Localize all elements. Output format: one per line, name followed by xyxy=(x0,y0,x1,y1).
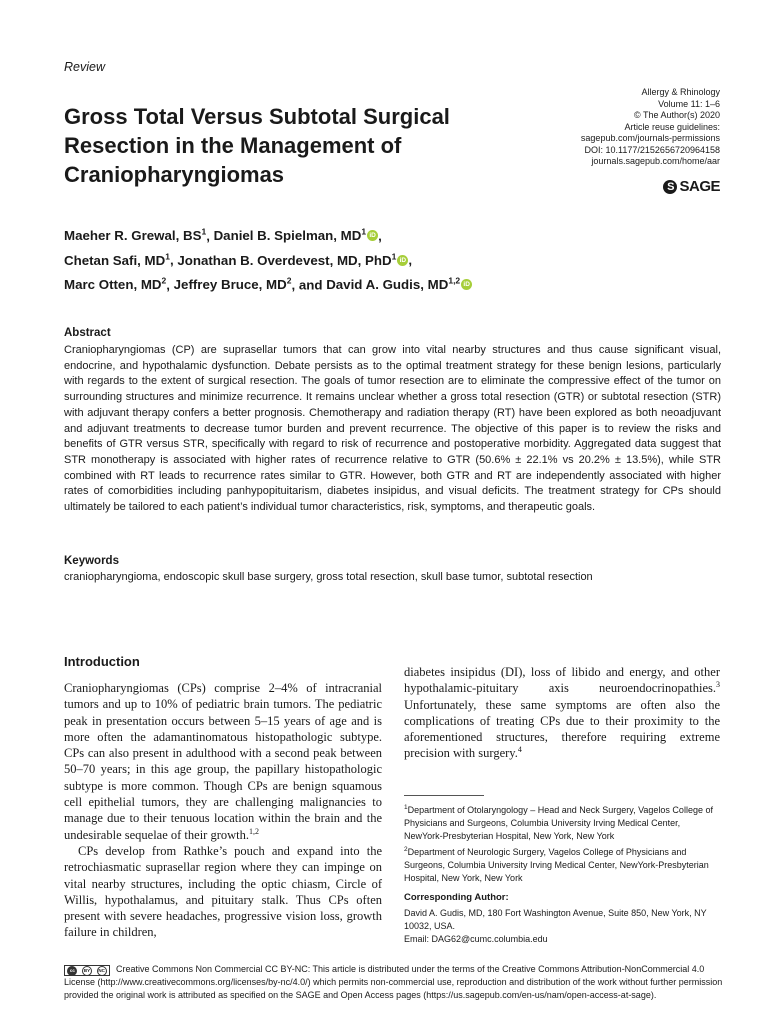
body-paragraph: Craniopharyngiomas (CPs) comprise 2–4% of intracranial tumors and up to 10% of pediatric brain tumors. The pediatric peak in presentation occurs between 5–15 years of age and is more often the adamantinomatous histopathologic subtype. CPs can also present in adulthood with a second peak between 50–70 years; in this age group, the papillary histopathologic subtype is more common. Though CPs are benign squamous cell epithelial tumors, they are challenging malignancies to manage due to their tenuous location within the brain and the undesirable sequelae of their growth.$^{1,2}$ xyxy=(64,681,382,842)
orcid-icon[interactable]: iD xyxy=(367,230,378,241)
publisher-logo-text: SAGE xyxy=(679,178,720,195)
doi[interactable]: DOI: 10.1177/2152656720964158 xyxy=(584,144,720,155)
affiliation: $^1$Department of Otolaryngology – Head and Neck Surgery, Vagelos College of Physicians and Surgeons, Columbia University Irving Medical Center, NewYork-Presbyterian Hospital, New York, New York xyxy=(404,804,713,842)
author: Maeher R. Grewal, $BS^1$ xyxy=(64,227,207,244)
reuse-label: Article reuse guidelines: xyxy=(624,121,720,132)
keywords-text: craniopharyngioma, endoscopic skull base surgery, gross total resection, skull base tumor, subtotal resection xyxy=(64,571,593,583)
corresponding-address: David A. Gudis, MD, 180 Fort Washington Avenue, Suite 850, New York, NY 10032, USA. xyxy=(404,908,707,931)
cc-icon: cc xyxy=(67,966,77,976)
footnote-divider xyxy=(404,795,484,796)
journal-volume: Volume 11: 1–6 xyxy=(658,98,720,109)
author: Marc Otten, $MD^2$ xyxy=(64,275,167,293)
abstract-heading: Abstract xyxy=(64,327,111,339)
body-column-left xyxy=(64,680,382,941)
corresponding-email[interactable]: Email: DAG62@cumc.columbia.edu xyxy=(404,934,548,944)
affiliation: $^2$Department of Neurologic Surgery, Vagelos College of Physicians and Surgeons, Columbia University Irving Medical Center, NewYork-Presbyterian Hospital, New York, New York xyxy=(404,846,709,884)
by-icon: BY xyxy=(82,966,92,976)
journal-homepage[interactable]: journals.sagepub.com/home/aar xyxy=(591,156,720,166)
publisher-logo xyxy=(663,178,720,195)
journal-copyright: © The Author(s) 2020 xyxy=(633,110,720,120)
abstract-text: Craniopharyngiomas (CP) are suprasellar tumors that can grow into vital nearby structures and thus cause significant visual, endocrine, and hypothalamic dysfunction. Debate persists as to the optimal treatment strategy for these benign lesions, particularly with regards to the extent of surgical resection. The goals of tumor resection are to eliminate the compressive effect of the tumor on surrounding structures and minimize recurrence. It remains unclear whether a gross total resection (GTR) or subtotal resection (STR) with adjuvant therapy confers a better prognosis. Chemotherapy and radiation therapy (RT) have been explored as both neoadjuvant and adjuvant treatments to decrease tumor burden and prevent recurrence. The objective of this paper is to review the risks and benefits of GTR versus STR, specifically with regard to risk of recurrence and postoperative morbidity. Aggregated data suggest that STR monotherapy is associated with higher rates of recurrence relative to GTR (50.6% ± 22.1% vs 20.2% ± 13.5%), while STR combined with RT leads to recurrence rates similar to GTR. However, both GTR and RT are independently associated with higher rates of comorbidities including panhypopituitarism, diabetes insipidus, and visual deficits. The treatment strategy for CPs should ultimately be tailored to each patient’s individual tumor characteristics, risk, symptoms, and therapeutic goals. xyxy=(64,344,721,514)
journal-name: Allergy & Rhinology xyxy=(641,87,720,97)
introduction-heading: Introduction xyxy=(64,654,140,669)
license-text: Creative Commons Non Commercial CC BY-NC: This article is distributed under the terms of the Creative Commons Attribution-NonCommercial 4.0 License (http://www.creativecommons.org/licenses/by-nc/4.0/) which permits non-commercial use, reproduction and distribution of the work without further permission provided the original work is attributed as specified on the SAGE and Open Access pages (https://us.sagepub.com/en-us/nam/open-access-at-sage). xyxy=(64,964,723,1001)
orcid-icon[interactable]: iD xyxy=(461,279,472,290)
corresponding-author-heading: Corresponding Author: xyxy=(404,892,509,903)
journal-info xyxy=(480,87,720,168)
body-paragraph: CPs develop from Rathke’s pouch and expand into the retrochiasmatic suprasellar region where they can impinge on vital nearby structures, including the optic chiasm, Circle of Willis, hypothalamus, and pituitary stalk. Thus CPs often present with severe headaches, progressive vision loss, growth failure in children, xyxy=(64,843,382,940)
corresponding-author xyxy=(404,907,724,946)
article-title: Gross Total Versus Subtotal Surgical Resection in the Management of Craniopharyngiomas xyxy=(64,104,450,187)
section-label: Review xyxy=(64,60,105,74)
nc-icon: NC xyxy=(97,966,107,976)
author: Jeffrey Bruce, $MD^2$ xyxy=(173,275,292,293)
affiliations xyxy=(404,801,720,886)
citation-ref[interactable]: 1,2 xyxy=(249,826,260,836)
reuse-link[interactable]: sagepub.com/journals-permissions xyxy=(580,133,720,143)
orcid-icon[interactable]: iD xyxy=(397,255,408,266)
citation-ref[interactable]: 3 xyxy=(716,680,720,690)
author: Daniel B. Spielman, $MD^1$ iD xyxy=(214,228,379,243)
sage-s-icon: S xyxy=(663,180,677,194)
citation-ref[interactable]: 4 xyxy=(517,745,522,755)
author-list: Maeher R. Grewal, $BS^1$, Daniel B. Spielman, $MD^1$ iD , Chetan Safi, $MD^1$, Jonathan B. Overdevest, MD, PhD$^1$ iD , Marc Otten, $MD^2$, Jeffrey Bruce, $MD^2$, and David A. Gudis, MD$^{1,2}$ iD xyxy=(64,222,624,295)
author: Jonathan B. Overdevest, MD, PhD$^1$ iD xyxy=(177,253,408,268)
body-paragraph: diabetes insipidus (DI), loss of libido and energy, and other hypothalamic-pituitary axis neuroendocrinopathies.$^3$ Unfortunately, these same symptoms are often also the complications of treating CPs due to their proximity to the aforementioned structures, therefore requiring extreme precision with surgery.$^4$ xyxy=(404,665,720,761)
body-column-right xyxy=(404,664,720,762)
author: Chetan Safi, $MD^1$ xyxy=(64,251,170,268)
keywords-heading: Keywords xyxy=(64,555,119,567)
author: David A. Gudis, MD$^{1,2}$ iD xyxy=(326,277,472,292)
